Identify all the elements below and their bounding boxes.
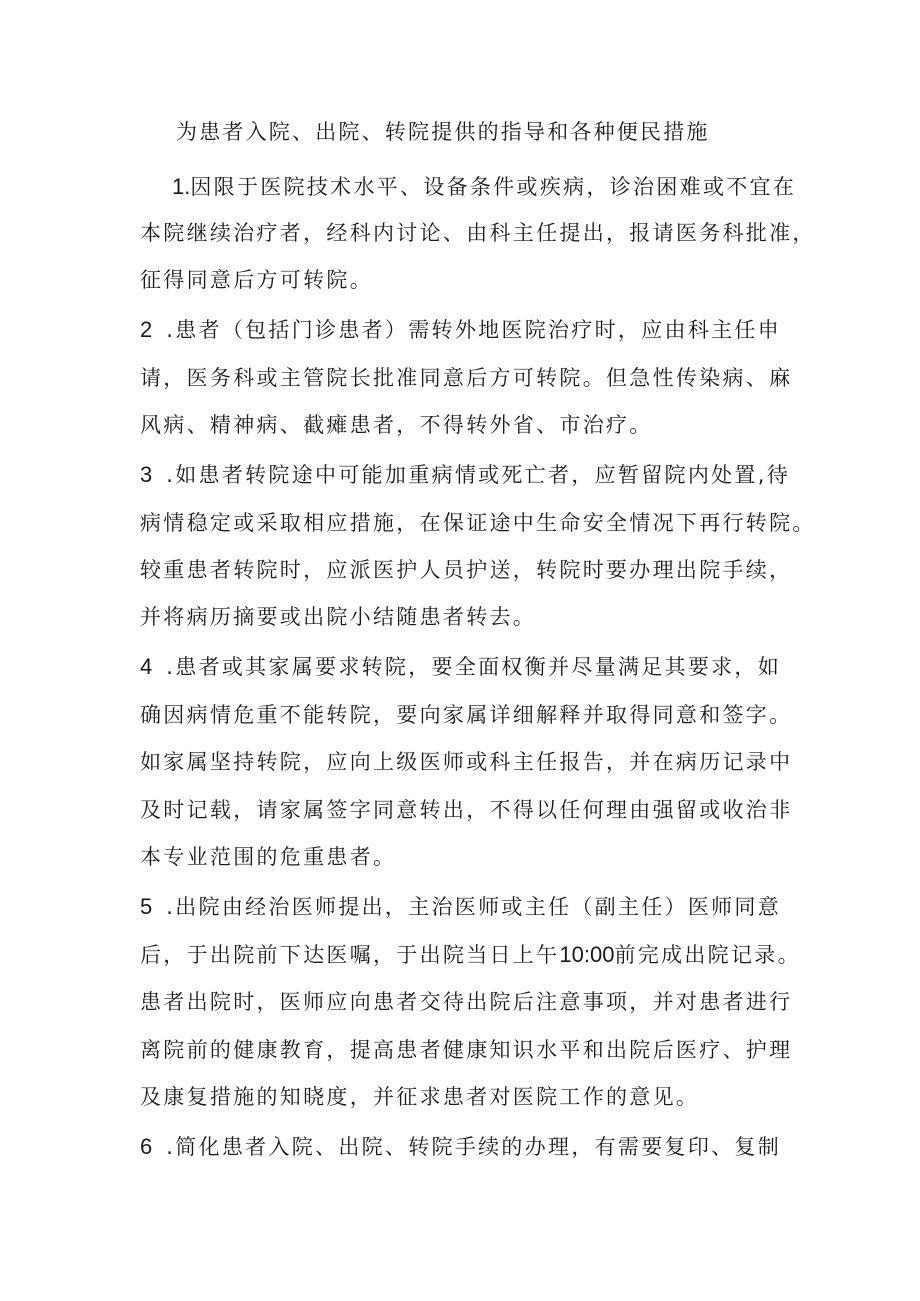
item-2-line-2: 请，医务科或主管院长批准同意后方可转院。但急性传染病、麻 <box>140 366 793 390</box>
item-4-line-2: 确因病情危重不能转院，要向家属详细解释并取得同意和签字。 <box>140 703 793 727</box>
item-1-line-3: 征得同意后方可转院。 <box>140 268 373 292</box>
item-5-line-3: 患者出院时，医师应向患者交待出院后注意事项，并对患者进行 <box>140 990 793 1014</box>
item-4-line-5: 本专业范围的危重患者。 <box>140 845 397 869</box>
item-5-number: 5 <box>140 894 153 919</box>
item-5-line-1: 5 .出院由经治医师提出，主治医师或主任（副主任）医师同意 <box>140 894 782 919</box>
item-4-line-1: 4 .患者或其家属要求转院，要全面权衡并尽量满足其要求，如 <box>140 654 782 679</box>
item-2-line-3: 风病、精神病、截瘫患者，不得转外省、市治疗。 <box>140 413 653 437</box>
item-6-number: 6 <box>140 1134 153 1159</box>
item-2-line-1: 2 .患者（包括门诊患者）需转外地医院治疗时，应由科主任申 <box>140 317 782 342</box>
item-3-line-2: 病情稳定或采取相应措施，在保证途中生命安全情况下再行转院。 <box>140 511 816 535</box>
item-4-line-4: 及时记载，请家属签字同意转出，不得以任何理由强留或收治非 <box>140 798 793 822</box>
item-3-line-1: 3 .如患者转院途中可能加重病情或死亡者，应暂留院内处置,待 <box>140 462 790 487</box>
document-title: 为患者入院、出院、转院提供的指导和各种便民措施 <box>176 120 710 144</box>
item-3-line-3: 较重患者转院时，应派医护人员护送，转院时要办理出院手续， <box>140 558 793 582</box>
item-2-number: 2 <box>140 317 153 342</box>
item-1-number: 1. <box>172 174 191 199</box>
item-1-line-1: 1.因限于医院技术水平、设备条件或疾病，诊治困难或不宜在 <box>172 174 797 199</box>
item-6-line-1: 6 .简化患者入院、出院、转院手续的办理，有需要复印、复制 <box>140 1134 782 1159</box>
item-5-line-4: 离院前的健康教育，提高患者健康知识水平和出院后医疗、护理 <box>140 1038 793 1062</box>
item-1-line-2: 本院继续治疗者，经科内讨论、由科主任提出，报请医务科批准， <box>140 221 816 245</box>
item-3-number: 3 <box>140 462 153 487</box>
item-3-line-4: 并将病历摘要或出院小结随患者转去。 <box>140 605 537 629</box>
item-5-line-2: 后，于出院前下达医嘱，于出院当日上午10:00前完成出院记录。 <box>140 942 801 967</box>
item-4-number: 4 <box>140 654 153 679</box>
item-4-line-3: 如家属坚持转院，应向上级医师或科主任报告，并在病历记录中 <box>140 750 793 774</box>
item-5-line-5: 及康复措施的知晓度，并征求患者对医院工作的意见。 <box>140 1085 700 1109</box>
discharge-time: 10:00 <box>559 942 615 967</box>
